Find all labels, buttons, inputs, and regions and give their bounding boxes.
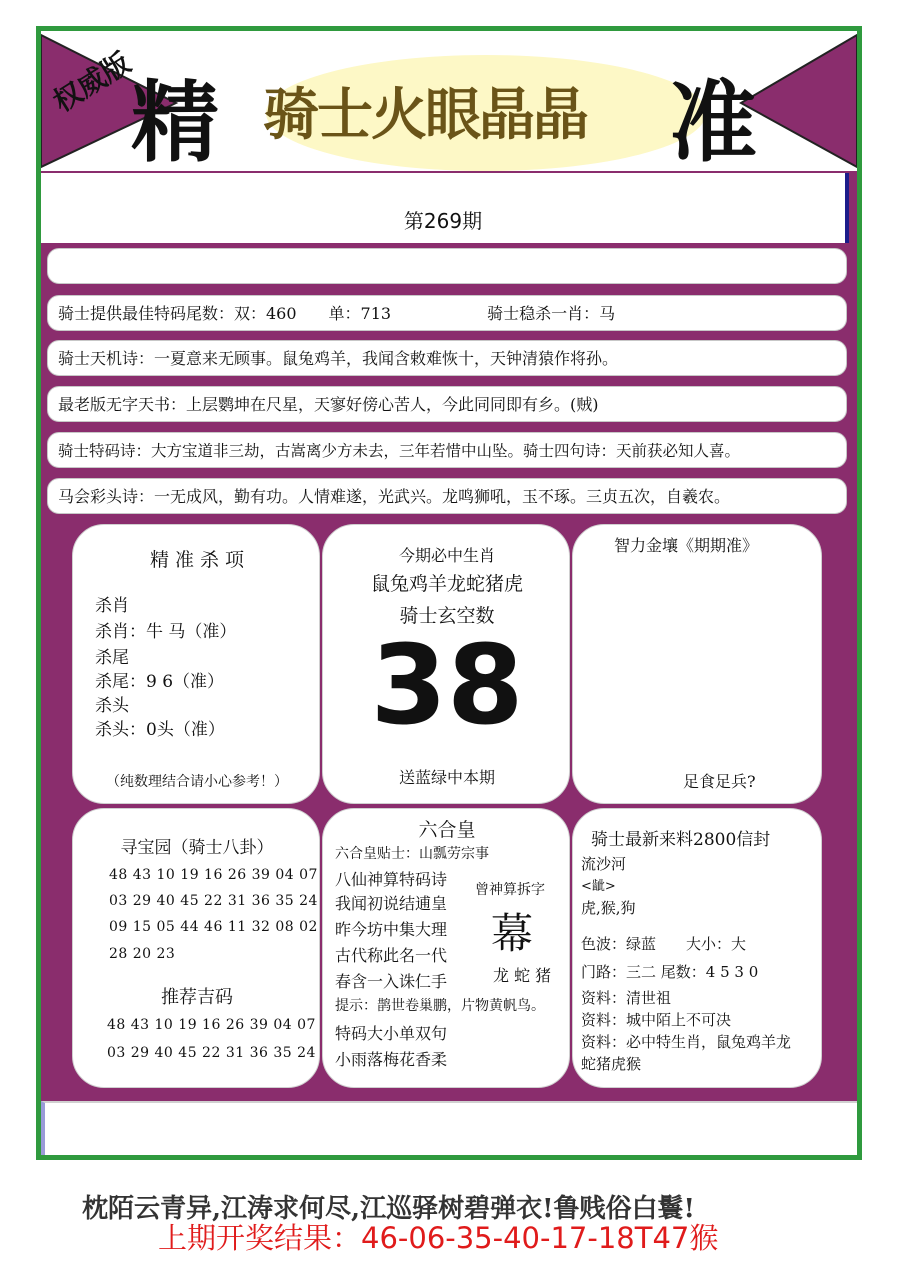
issue-bar <box>41 173 849 243</box>
recommend-title: 推荐吉码 <box>161 987 233 1008</box>
center-footer: 送蓝绿中本期 <box>398 768 495 787</box>
split-answer: 龙 蛇 猪 <box>493 966 552 985</box>
lhh-poem-line: 昨今坊中集大理 <box>335 920 448 939</box>
panel-wisdom <box>572 524 822 804</box>
recommend-numbers: 48 43 10 19 16 26 39 04 07 <box>107 1017 316 1033</box>
kill-line: 杀尾：9 6（准） <box>95 672 225 692</box>
row-special-poem: 骑士特码诗：大方宝道非三劫，古嵩离少方未去，三年若惜中山坠。骑士四句诗：天前获必知人喜。 <box>47 432 847 468</box>
recommend-numbers: 03 29 40 45 22 31 36 35 24 <box>107 1045 316 1061</box>
lhh-poem-line: 古代称此名一代 <box>335 946 448 965</box>
edition-label: 权威版 <box>47 46 137 119</box>
split-title: 曾神算拆字 <box>475 882 545 898</box>
wisdom-title: 智力金壤《期期准》 <box>613 536 758 555</box>
row-wordless-book: 最老版无字天书：上层鹦坤在尺星，天寥好傍心苦人，今此同同即有乡。(贼) <box>47 386 847 422</box>
issue-number: 第269期 <box>403 209 483 233</box>
footer-result: 上期开奖结果：46-06-35-40-17-18T47猴 <box>158 1221 719 1255</box>
lhh-line-a: 特码大小单双句 <box>335 1024 448 1043</box>
panel-liuhehuang <box>322 808 570 1088</box>
footer-poem: 枕陌云青异,江涛求何尽,江巡驿树碧弹衣!鲁贱俗白鬟! <box>82 1194 695 1224</box>
letters-line: 资料：必中特生肖，鼠兔鸡羊龙 <box>581 1033 792 1051</box>
lhh-line-b: 小雨落梅花香柔 <box>335 1050 448 1069</box>
brand-title: 骑士火眼晶晶 <box>263 82 587 148</box>
char-right: 准 <box>669 71 758 171</box>
treasure-title: 寻宝园（骑士八卦） <box>120 838 274 858</box>
kill-line: 杀肖 <box>95 596 129 616</box>
poster-header <box>41 31 857 171</box>
right-triangle <box>741 35 857 167</box>
kill-note: （纯数理结合请小心参考！） <box>106 774 288 790</box>
panel-treasure <box>72 808 320 1088</box>
row-colour-poem: 马会彩头诗：一无成风，勤有功。人情难遂，光武兴。龙鸣狮吼，玉不琢。三贞五次，自羲农。 <box>47 478 847 514</box>
letters-line: 流沙河 <box>581 855 627 873</box>
center-line3: 骑士玄空数 <box>399 605 495 627</box>
treasure-numbers: 48 43 10 19 16 26 39 04 07 <box>109 867 318 883</box>
treasure-numbers: 03 29 40 45 22 31 36 35 24 <box>109 893 318 909</box>
lhh-title: 六合皇 <box>418 819 476 841</box>
letters-line: 资料：城中陌上不可决 <box>581 1011 732 1029</box>
panel-kill <box>72 524 320 804</box>
letters-line: 资料：清世祖 <box>581 989 672 1007</box>
row-tail-numbers: 骑士提供最佳特码尾数：双：460 单：713 骑士稳杀一肖：马 <box>47 295 847 331</box>
kill-title: 精 准 杀 项 <box>149 549 245 571</box>
kill-line: 杀尾 <box>95 648 129 668</box>
kill-line: 杀头：0头（准） <box>95 720 225 740</box>
lhh-hint: 提示：鹊世卷巢鹏，片物黄帆鸟。 <box>335 998 545 1014</box>
row-blank <box>47 248 847 284</box>
big-number: 38 <box>370 621 524 749</box>
letters-title: 骑士最新来料2800信封 <box>591 830 771 850</box>
lhh-poem-line: 春含一入诛仁手 <box>335 972 448 991</box>
treasure-numbers: 28 20 23 <box>109 946 176 962</box>
lhh-poem-line: 八仙神算特码诗 <box>335 870 448 889</box>
lhh-tip: 六合皇贴士：山瓢劳宗事 <box>335 846 489 862</box>
letters-line: 蛇猪虎猴 <box>581 1055 642 1073</box>
wisdom-footer: 足食足兵? <box>683 772 756 791</box>
center-zodiacs: 鼠兔鸡羊龙蛇猪虎 <box>370 573 523 595</box>
letters-line: 门路：三二 尾数：4 5 3 0 <box>581 963 759 981</box>
letters-line: <龇> <box>581 879 616 894</box>
center-line1: 今期必中生肖 <box>398 546 495 565</box>
treasure-numbers: 09 15 05 44 46 11 32 08 02 <box>109 919 318 935</box>
lhh-poem-line: 我闻初说结逋皇 <box>335 894 448 913</box>
char-left: 精 <box>131 71 220 171</box>
panel-center <box>322 524 570 804</box>
letters-line: 色波：绿蓝 大小：大 <box>581 935 747 953</box>
row-heaven-poem: 骑士天机诗：一夏意来无顾事。鼠兔鸡羊，我闻含敕难恢十，天钟清猿作将孙。 <box>47 340 847 376</box>
split-char: 幕 <box>491 909 534 958</box>
kill-line: 杀肖：牛 马（准） <box>95 622 237 642</box>
panel-letters <box>572 808 822 1088</box>
letters-line: 虎,猴,狗 <box>581 899 636 917</box>
bottom-blank-strip <box>41 1101 857 1155</box>
kill-line: 杀头 <box>95 696 129 716</box>
